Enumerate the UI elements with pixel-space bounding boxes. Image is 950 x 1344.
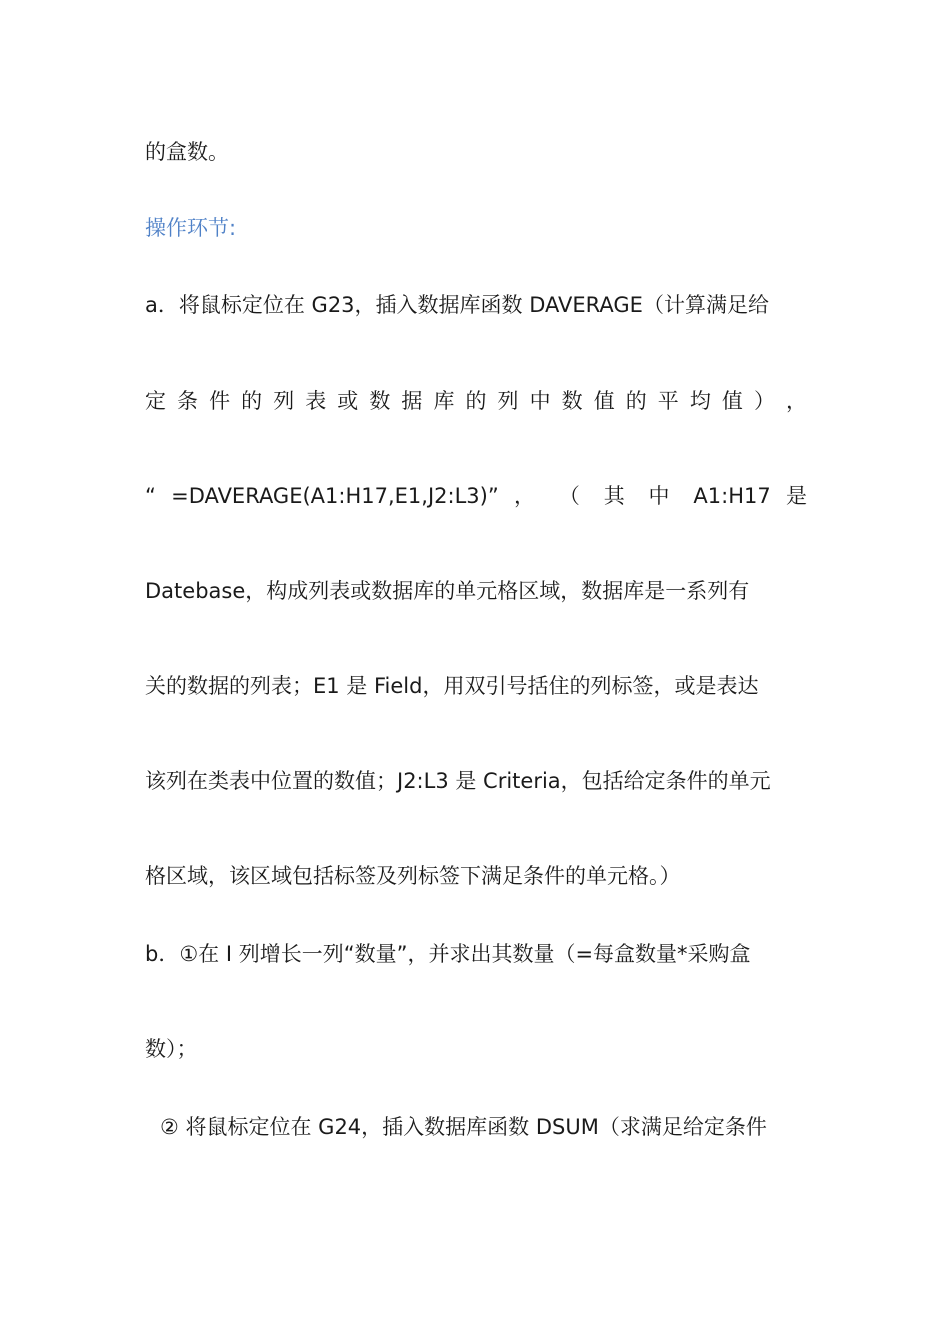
text-line-criteria: 该列在类表中位置的数值；J2:L3 是 Criteria，包括给定条件的单元 xyxy=(145,769,771,793)
section-heading: 操作环节: xyxy=(145,216,237,240)
text-line-step-a: a．将鼠标定位在 G23，插入数据库函数 DAVERAGE（计算满足给 xyxy=(145,293,769,317)
text-line-database: Datebase，构成列表或数据库的单元格区域，数据库是一系列有 xyxy=(145,579,750,603)
text-line-criteria-2: 格区域，该区域包括标签及列标签下满足条件的单元格。） xyxy=(145,864,681,888)
text-line-continuation: 的盒数。 xyxy=(145,140,229,164)
text-line-step-b-item-2: ② 将鼠标定位在 G24，插入数据库函数 DSUM（求满足给定条件 xyxy=(160,1115,767,1139)
text-line-step-b-2: 数）； xyxy=(145,1037,198,1061)
text-line-step-a-2: 定 条 件 的 列 表 或 数 据 库 的 列 中 数 值 的 平 均 值 ） ， xyxy=(145,389,807,413)
text-line-formula: “ =DAVERAGE(A1:H17,E1,J2:L3)” ， （ 其 中 A1:H17 是 xyxy=(145,484,807,508)
text-line-step-b: b．①在 I 列增长一列“数量”，并求出其数量（=每盒数量*采购盒 xyxy=(145,942,751,966)
text-line-field: 关的数据的列表；E1 是 Field，用双引号括住的列标签，或是表达 xyxy=(145,674,759,698)
